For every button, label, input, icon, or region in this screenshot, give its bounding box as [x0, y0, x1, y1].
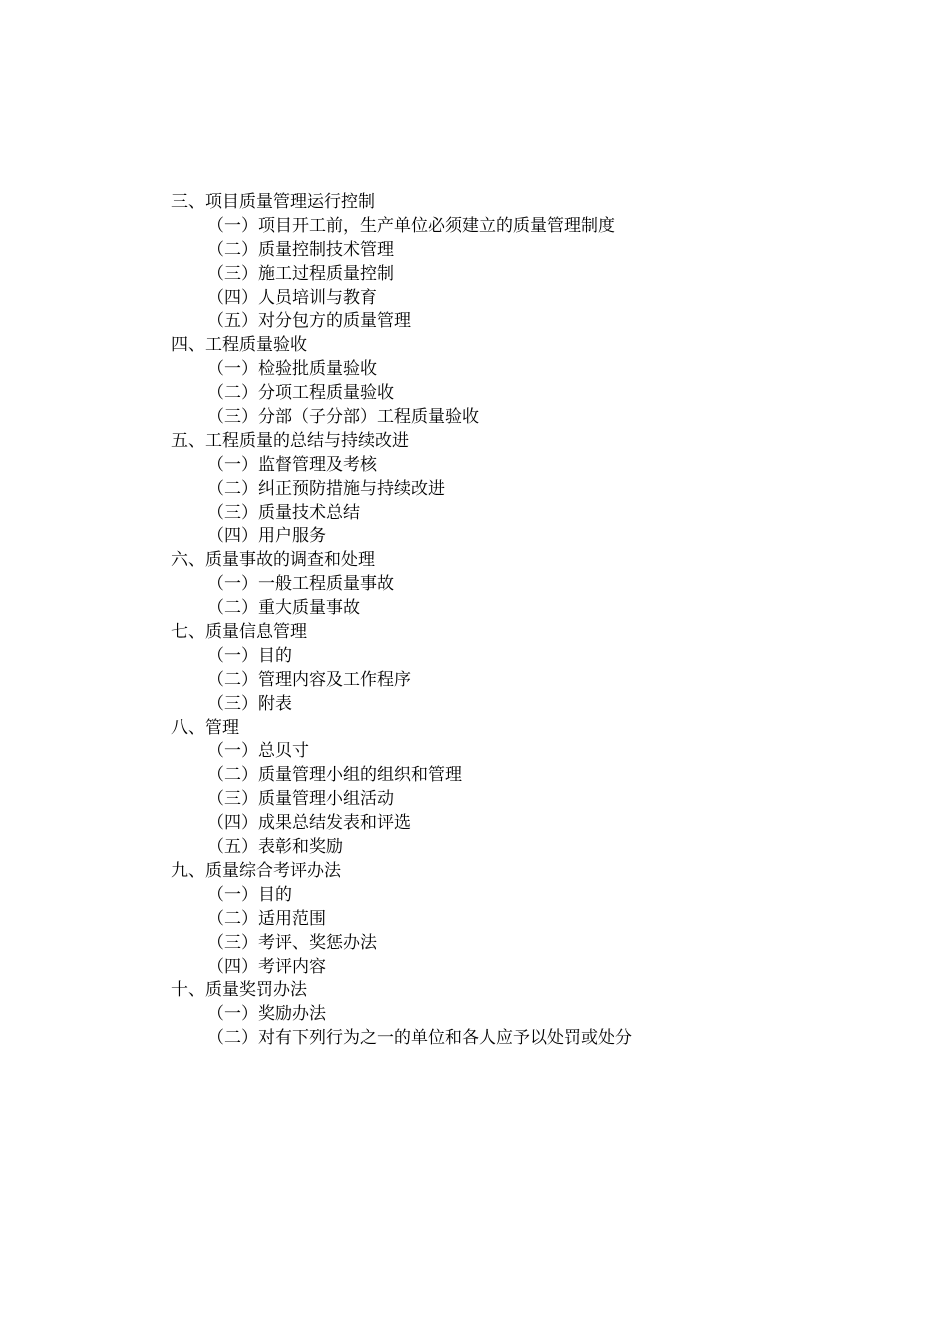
- section-heading: 三、项目质量管理运行控制: [171, 192, 375, 212]
- section-heading: 六、质量事故的调查和处理: [171, 550, 375, 571]
- subsection-item: （三）施工过程质量控制: [207, 263, 394, 284]
- subsection-item: （二）管理内容及工作程序: [207, 669, 411, 690]
- subsection-item: （一）一般工程质量事故: [207, 574, 394, 595]
- section-heading: 十、质量奖罚办法: [171, 980, 307, 1001]
- section-heading: 七、质量信息管理: [171, 622, 307, 643]
- subsection-item: （一）总贝寸: [207, 741, 309, 762]
- subsection-item: （三）质量技术总结: [207, 502, 360, 523]
- subsection-item: （三）分部（子分部）工程质量验收: [207, 407, 479, 428]
- subsection-item: （四）用户服务: [207, 526, 326, 547]
- subsection-item: （四）成果总结发表和评选: [207, 813, 411, 834]
- subsection-item: （二）质量控制技术管理: [207, 239, 394, 260]
- section-heading: 四、工程质量验收: [171, 335, 307, 356]
- subsection-item: （一）项目开工前，生产单位必须建立的质量管理制度: [207, 215, 615, 236]
- subsection-item: （二）质量管理小组的组织和管理: [207, 765, 462, 786]
- subsection-item: （二）分项工程质量验收: [207, 383, 394, 404]
- subsection-item: （二）纠正预防措施与持续改进: [207, 478, 445, 499]
- subsection-item: （一）检验批质量验收: [207, 359, 377, 380]
- subsection-item: （一）监督管理及考核: [207, 454, 377, 475]
- subsection-item: （三）附表: [207, 693, 292, 714]
- subsection-item: （一）奖励办法: [207, 1004, 326, 1025]
- section-heading: 九、质量综合考评办法: [171, 860, 341, 881]
- table-of-contents: [171, 191, 632, 1051]
- subsection-item: （一）目的: [207, 884, 292, 905]
- subsection-item: （四）考评内容: [207, 956, 326, 977]
- subsection-item: （三）考评、奖惩办法: [207, 932, 377, 953]
- section-heading: 八、管理: [171, 717, 239, 738]
- subsection-item: （五）表彰和奖励: [207, 837, 343, 858]
- subsection-item: （二）适用范围: [207, 908, 326, 929]
- subsection-item: （三）质量管理小组活动: [207, 789, 394, 810]
- subsection-item: （二）重大质量事故: [207, 598, 360, 619]
- subsection-item: （二）对有下列行为之一的单位和各人应予以处罚或处分: [207, 1028, 632, 1049]
- subsection-item: （五）对分包方的质量管理: [207, 311, 411, 332]
- subsection-item: （一）目的: [207, 645, 292, 666]
- section-heading: 五、工程质量的总结与持续改进: [171, 430, 409, 451]
- subsection-item: （四）人员培训与教育: [207, 287, 377, 308]
